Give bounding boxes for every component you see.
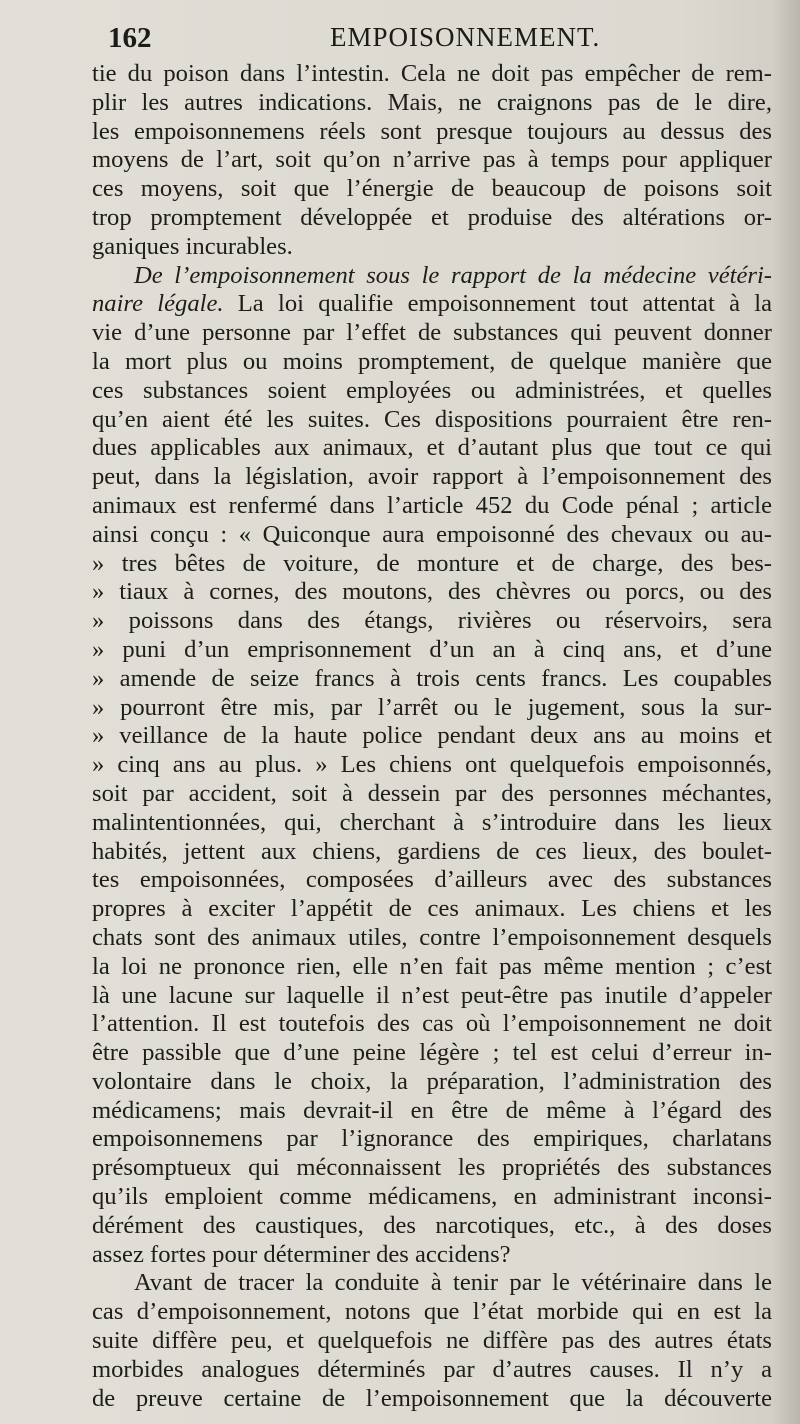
text-line: là une lacune sur laquelle il n’est peut-être pas inutile d’appeler (92, 981, 772, 1009)
text-line: ainsi conçu : « Quiconque aura empoisonné des chevaux ou au- (92, 520, 772, 548)
text-line: plir les autres indications. Mais, ne craignons pas de le dire, (92, 88, 772, 116)
running-title: EMPOISONNEMENT. (330, 22, 601, 52)
text-line: ces moyens, soit que l’énergie de beaucoup de poisons soit (92, 175, 772, 203)
page-header (108, 22, 768, 58)
section-heading: De l’empoisonnement sous le rapport de la médecine vétéri- (134, 261, 772, 289)
text-line: tes empoisonnées, composées d’ailleurs avec des substances (92, 866, 772, 894)
quoted-law-line: » veillance de la haute police pendant deux ans au moins et (92, 722, 772, 750)
quoted-law-line: » amende de seize francs à trois cents francs. Les coupables (92, 664, 772, 692)
text-line: ces substances soient employées ou administrées, et quelles (92, 376, 772, 404)
text-line: l’attention. Il est toutefois des cas où l’empoisonnement ne doit (92, 1010, 772, 1038)
text-line: soit par accident, soit à dessein par des personnes méchantes, (92, 779, 772, 807)
paragraph-start-line: Avant de tracer la conduite à tenir par le vétérinaire dans le (134, 1269, 772, 1297)
text-line: présomptueux qui méconnaissent les propriétés des substances (92, 1154, 772, 1182)
text-line: vie d’une personne par l’effet de substances qui peuvent donner (92, 319, 772, 347)
text-line: propres à exciter l’appétit de ces animaux. Les chiens et les (92, 895, 772, 923)
text-line: dues applicables aux animaux, et d’autant plus que tout ce qui (92, 434, 772, 462)
quoted-law-line: » tiaux à cornes, des moutons, des chèvres ou porcs, ou des (92, 578, 772, 606)
text-line: dérément des caustiques, des narcotiques, etc., à des doses (92, 1211, 772, 1239)
text-line: naire légale. La loi qualifie empoisonnement tout attentat à la (92, 290, 773, 318)
quoted-law-line: » tres bêtes de voiture, de monture et de charge, des bes- (92, 549, 772, 577)
body-text (92, 60, 772, 1413)
section-heading: naire légale. (92, 290, 224, 318)
text-line: empoisonnemens par l’ignorance des empiriques, charlatans (92, 1125, 772, 1153)
quoted-law-line: » cinq ans au plus. » Les chiens ont quelquefois empoisonnés, (92, 751, 772, 779)
text-line: peut, dans la législation, avoir rapport à l’empoisonnement des (92, 463, 772, 491)
text-line: qu’ils emploient comme médicamens, en administrant inconsi- (92, 1183, 772, 1211)
quoted-law-line: » pourront être mis, par l’arrêt ou le jugement, sous la sur- (92, 693, 772, 721)
quoted-law-line: » puni d’un emprisonnement d’un an à cinq ans, et d’une (92, 635, 772, 663)
text-line: être passible que d’une peine légère ; tel est celui d’erreur in- (92, 1039, 772, 1067)
text-line: médicamens; mais devrait-il en être de même à l’égard des (92, 1096, 772, 1124)
section-heading-line (92, 262, 772, 291)
text-line: moyens de l’art, soit qu’on n’arrive pas à temps pour appliquer (92, 146, 772, 174)
text-line: chats sont des animaux utiles, contre l’empoisonnement desquels (92, 923, 772, 951)
text-line: animaux est renfermé dans l’article 452 du Code pénal ; article (92, 491, 772, 519)
text-line: les empoisonnemens réels sont presque toujours au dessus des (92, 117, 772, 145)
page-number: 162 (108, 22, 152, 54)
text-line: volontaire dans le choix, la préparation, l’administration des (92, 1067, 772, 1095)
text-line: ganiques incurables. (92, 232, 293, 260)
text-line: la loi ne prononce rien, elle n’en fait pas même mention ; c’est (92, 952, 772, 980)
text-line: suite diffère peu, et quelquefois ne diffère pas des autres états (92, 1327, 772, 1355)
text-line: la mort plus ou moins promptement, de quelque manière que (92, 347, 772, 375)
text-line: morbides analogues déterminés par d’autres causes. Il n’y a (92, 1355, 772, 1383)
text-line: cas d’empoisonnement, notons que l’état morbide qui en est la (92, 1298, 772, 1326)
text-line: malintentionnées, qui, cherchant à s’introduire dans les lieux (92, 808, 772, 836)
text-line: qu’en aient été les suites. Ces dispositions pourraient être ren- (92, 405, 772, 433)
text-line: tie du poison dans l’intestin. Cela ne doit pas empêcher de rem- (92, 60, 772, 87)
page-edge-shadow (772, 0, 800, 1424)
text-line: assez fortes pour déterminer des accidens? (92, 1240, 511, 1268)
text-line: de preuve certaine de l’empoisonnement que la découverte (92, 1384, 772, 1412)
text-line: habités, jettent aux chiens, gardiens de ces lieux, des boulet- (92, 837, 772, 865)
quoted-law-line: » poissons dans des étangs, rivières ou réservoirs, sera (92, 607, 772, 635)
text-line: trop promptement développée et produise des altérations or- (92, 203, 772, 231)
